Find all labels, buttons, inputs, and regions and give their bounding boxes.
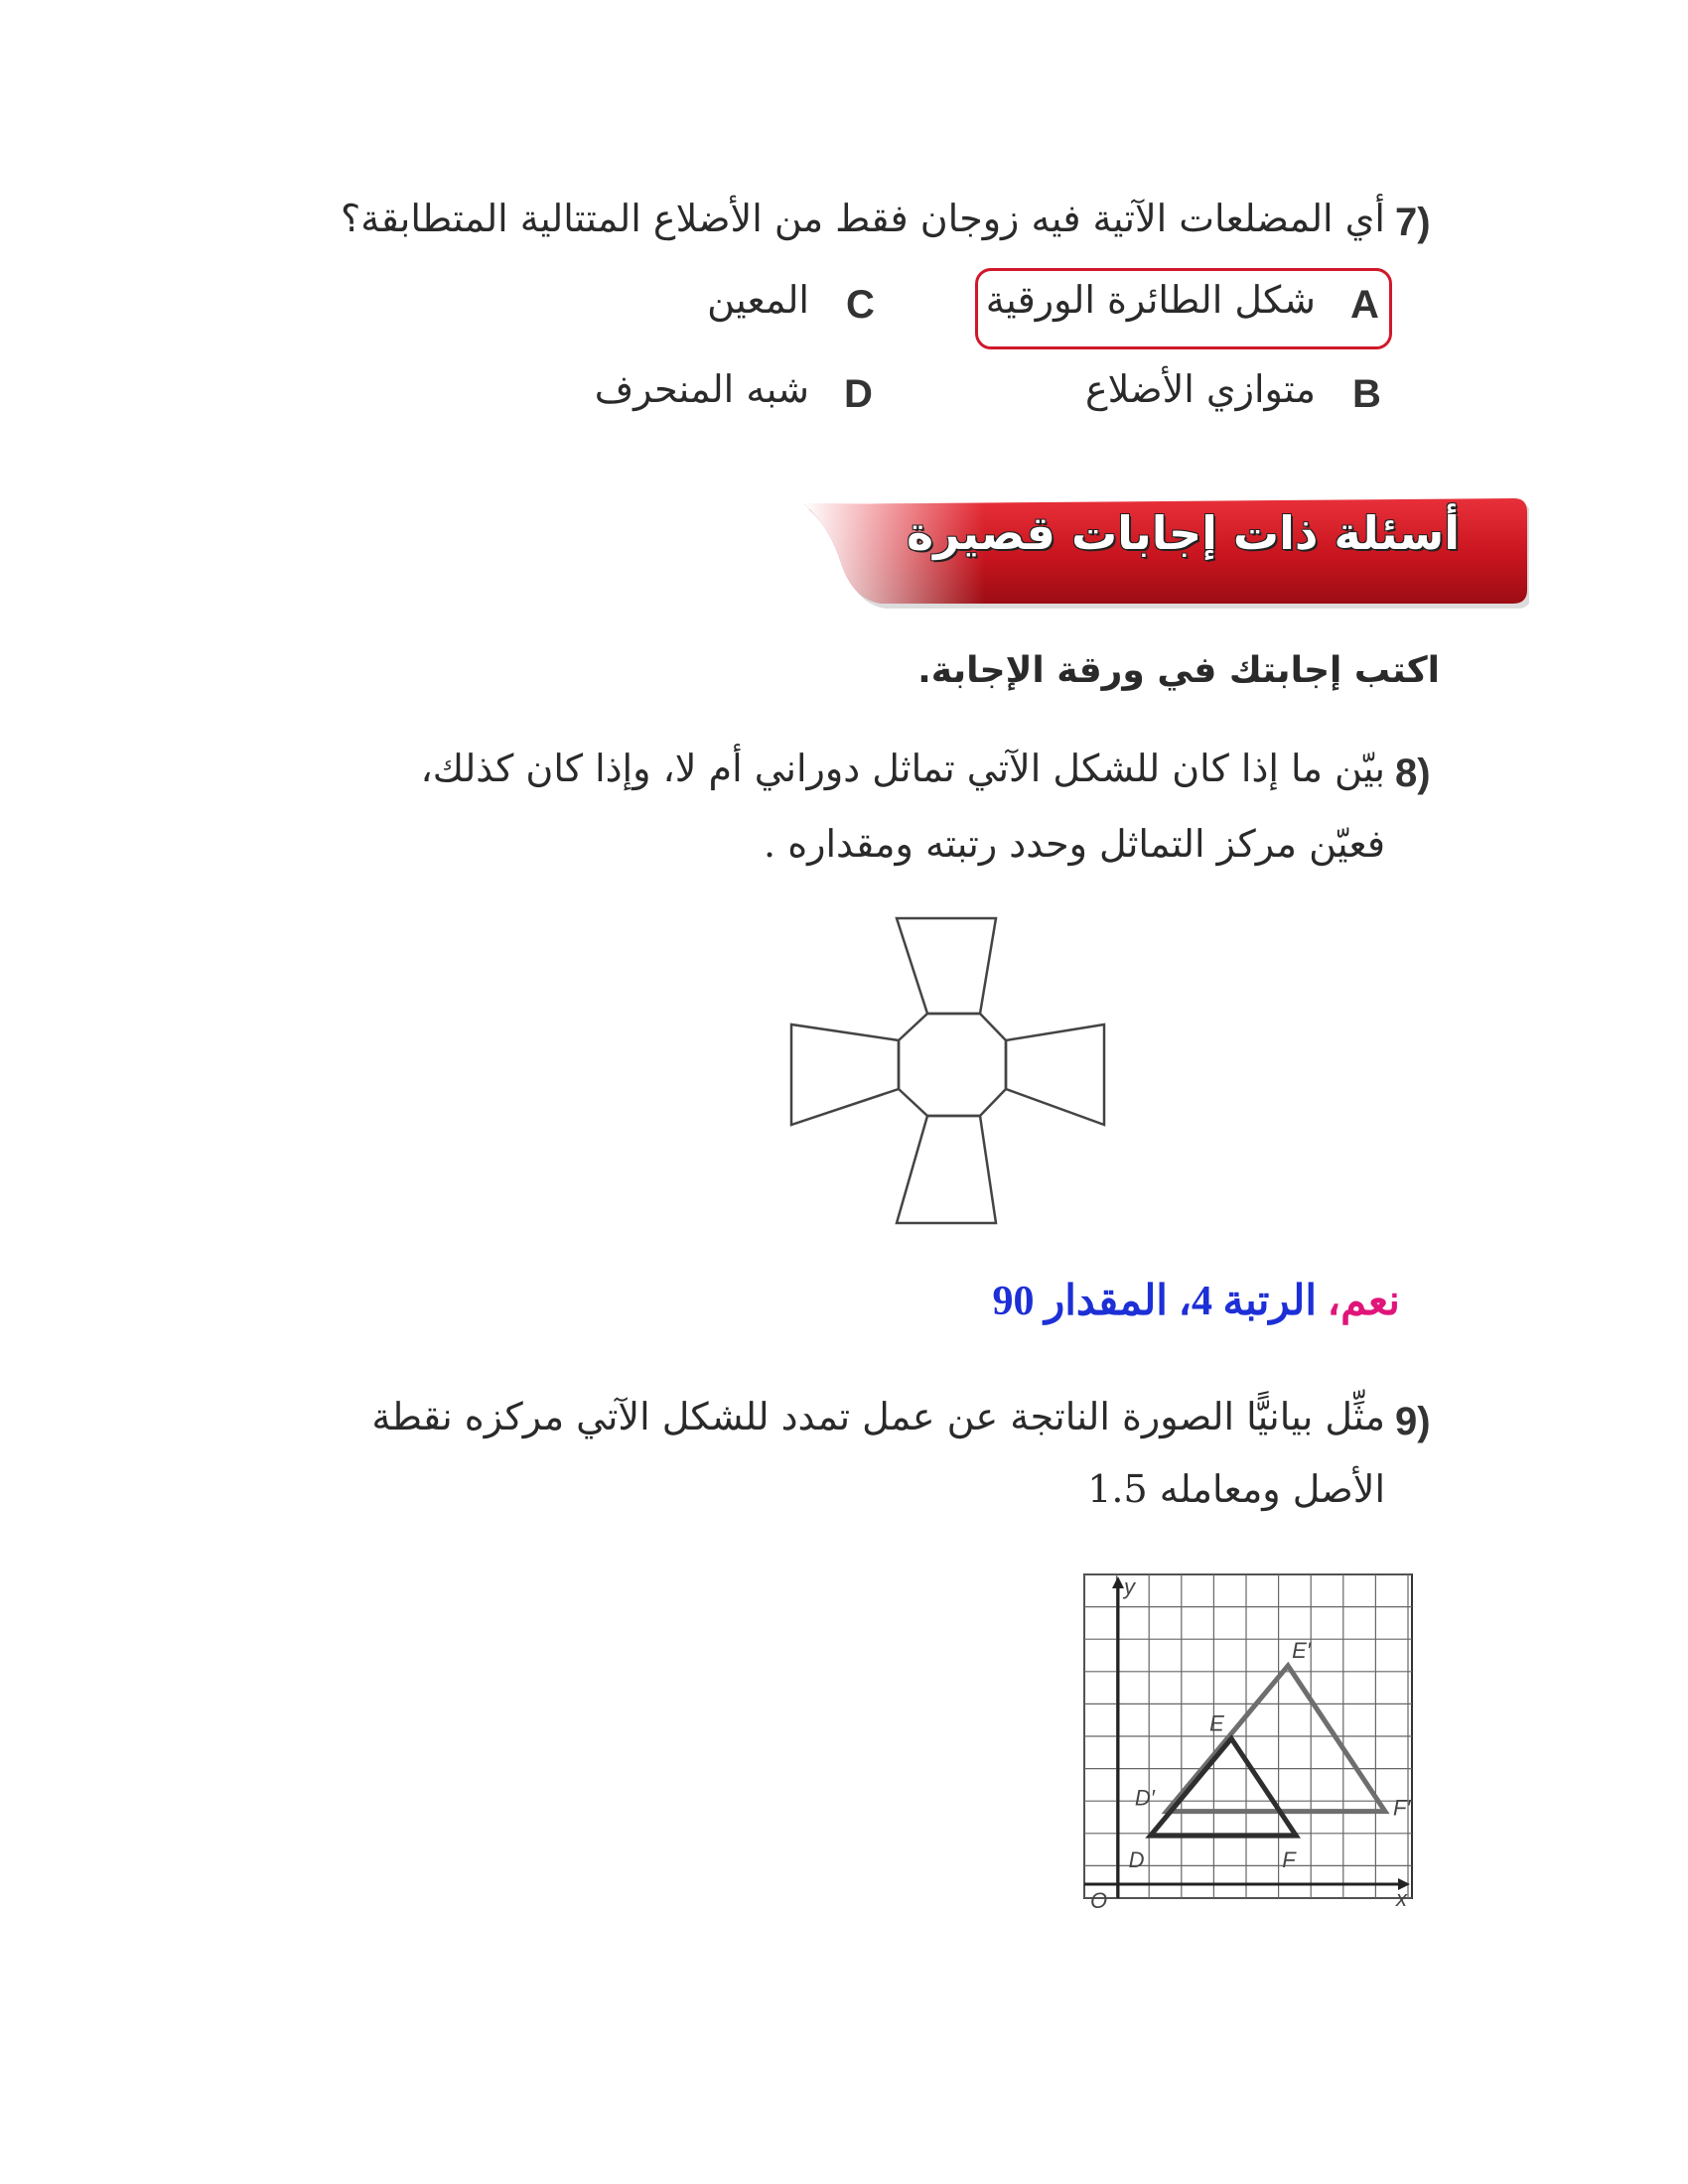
vertex-label: E [1209, 1710, 1224, 1736]
q8-number: 8) [1395, 751, 1431, 795]
q7-option-a-text: شكل الطائرة الورقية [985, 278, 1316, 322]
vertex-label: D′ [1134, 1785, 1155, 1811]
origin-label: O [1090, 1888, 1108, 1913]
vertex-label: F′ [1392, 1795, 1411, 1821]
vertex-label: E′ [1292, 1637, 1311, 1663]
vertex-label: F [1282, 1847, 1296, 1873]
dilation-graph [1082, 1559, 1420, 1916]
q7-option-b-letter: B [1352, 372, 1381, 416]
q9-line2: الأصل ومعامله 1.5 [1087, 1467, 1385, 1511]
q9-number: 9) [1395, 1400, 1431, 1443]
y-axis-label: y [1124, 1574, 1135, 1599]
q8-answer-yes: نعم، [1327, 1279, 1400, 1324]
q8-top-trapezoid [897, 918, 996, 1014]
q8-line1: بيّن ما إذا كان للشكل الآتي تماثل دوراني أم لا، وإذا كان كذلك، [420, 747, 1385, 790]
q7-option-d-text[interactable]: شبه المنحرف [594, 367, 809, 411]
q7-text: أي المضلعات الآتية فيه زوجان فقط من الأضلاع المتتالية المتطابقة؟ [341, 197, 1385, 240]
q7-option-c-text[interactable]: المعين [707, 278, 809, 322]
q8-bottom-trapezoid [897, 1116, 996, 1223]
section-instruction: اكتب إجابتك في ورقة الإجابة. [917, 650, 1440, 691]
q8-answer [992, 1276, 1400, 1325]
q8-line2: فعيّن مركز التماثل وحدد رتبته ومقداره . [764, 822, 1385, 866]
q8-center-octagon [899, 1014, 1006, 1116]
q8-rotational-figure [784, 908, 1122, 1236]
q9-line1: مثِّل بيانيًّا الصورة الناتجة عن عمل تمدد للشكل الآتي مركزه نقطة [371, 1395, 1385, 1438]
q8-left-trapezoid [791, 1024, 899, 1125]
vertex-label: D [1128, 1847, 1145, 1873]
q7-option-a-letter: A [1350, 283, 1379, 327]
q7-number: 7) [1395, 201, 1431, 244]
x-axis-label: x [1396, 1886, 1407, 1911]
q8-right-trapezoid [1006, 1024, 1104, 1125]
q7-option-b-text[interactable]: متوازي الأضلاع [1084, 367, 1316, 411]
q8-answer-rest: الرتبة 4، المقدار 90 [992, 1279, 1328, 1324]
section-title: أسئلة ذات إجابات قصيرة [906, 506, 1460, 560]
q7-option-c-letter: C [846, 283, 875, 327]
q7-option-d-letter: D [844, 372, 873, 416]
